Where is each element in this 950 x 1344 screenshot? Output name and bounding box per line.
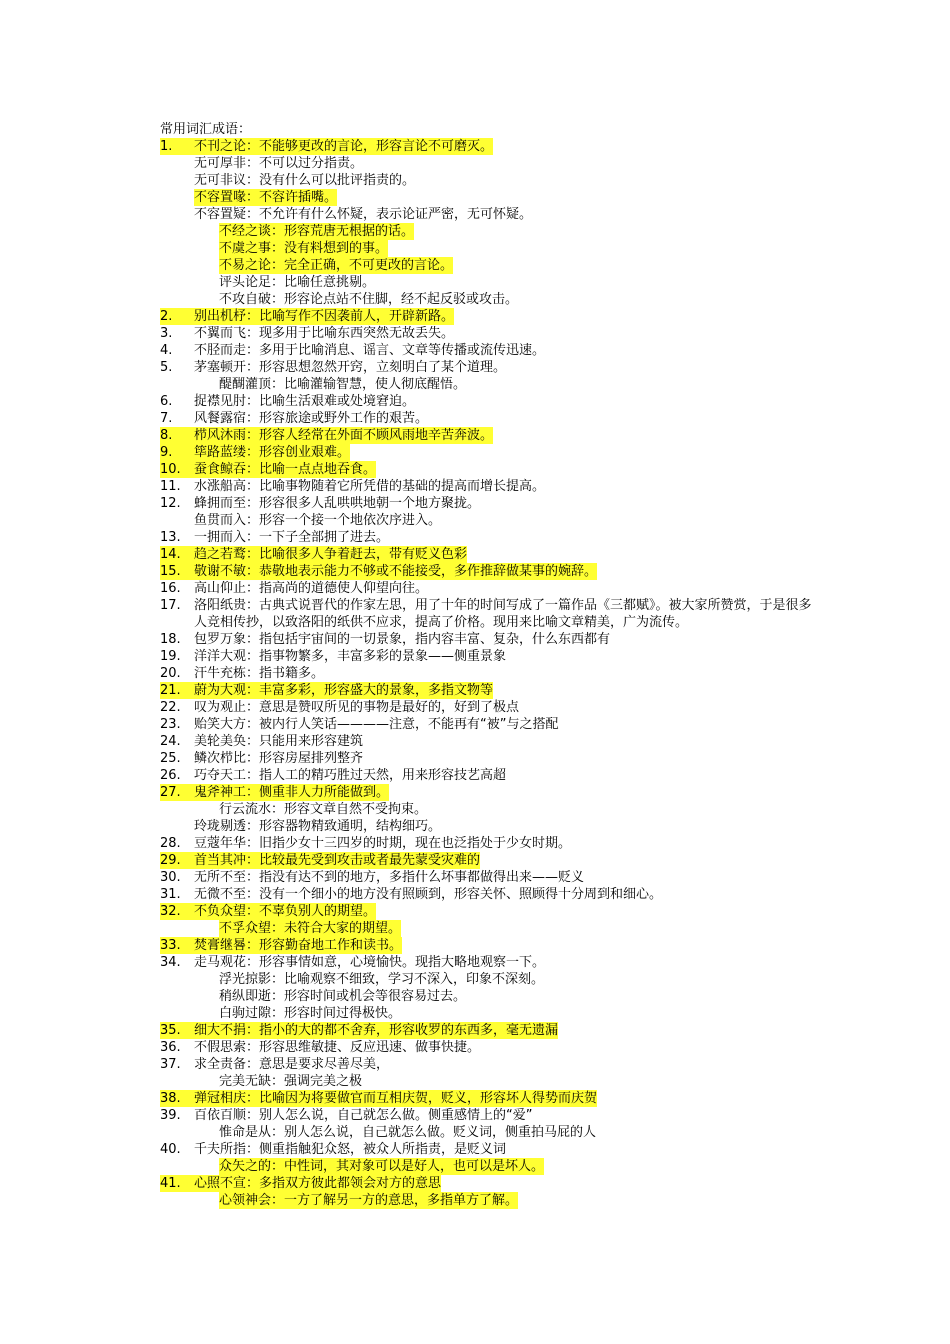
entry-text: 不刊之论：不能够更改的言论，形容言论不可磨灭。 [194,139,494,154]
idiom-sub-entry [160,988,820,1005]
idiom-entry [160,886,820,903]
entry-text: 不虞之事：没有料想到的事。 [219,241,389,256]
idiom-entry [160,852,820,869]
idiom-entry [160,478,820,495]
entry-text: 千夫所指：侧重指触犯众怒，被众人所指责，是贬义词 [194,1142,507,1157]
idiom-entry [160,869,820,886]
entry-text: 不孚众望：未符合大家的期望。 [219,921,402,936]
idiom-sub-entry [160,189,820,206]
entry-number: 1. [160,138,194,155]
entry-text: 稍纵即逝：形容时间或机会等很容易过去。 [219,989,467,1004]
entry-text: 弹冠相庆：比喻因为将要做官而互相庆贺，贬义，形容坏人得势而庆贺 [194,1091,598,1106]
entry-text: 不攻自破：形容论点站不住脚，经不起反驳或攻击。 [219,292,519,307]
entry-text: 风餐露宿：形容旅途或野外工作的艰苦。 [194,411,429,426]
entry-text: 走马观花：形容事情如意，心境愉快。现指大略地观察一下。 [194,955,546,970]
idiom-entry [160,529,820,546]
idiom-entry [160,937,820,954]
entry-number: 10. [160,461,194,478]
entry-text: 求全责备：意思是要求尽善尽美， [194,1057,390,1072]
entry-number: 36. [160,1040,181,1055]
entry-text: 白驹过隙：形容时间过得极快。 [219,1006,402,1021]
entry-text: 蜂拥而至：形容很多人乱哄哄地朝一个地方聚拢。 [194,496,481,511]
idiom-sub-entry [160,1005,820,1022]
entry-number: 5. [160,360,173,375]
entry-text: 百依百顺：别人怎么说，自己就怎么做。侧重感情上的“爱” [194,1108,533,1123]
entry-number: 35. [160,1022,194,1039]
entry-number: 14. [160,546,194,563]
entry-text: 蔚为大观：丰富多彩，形容盛大的景象，多指文物等 [194,683,494,698]
entry-text: 不容置喙：不容许插嘴。 [194,190,338,205]
idiom-entry [160,325,820,342]
entry-number: 29. [160,852,194,869]
entry-number: 26. [160,768,181,783]
entry-number: 39. [160,1108,181,1123]
entry-text: 惟命是从：别人怎么说，自己就怎么做。贬义词，侧重拍马屁的人 [219,1125,597,1140]
idiom-sub-entry [160,223,820,240]
entry-number: 24. [160,734,181,749]
entry-text: 不假思索：形容思维敏捷、反应迅速、做事快捷。 [194,1040,481,1055]
entry-text: 不易之论：完全正确，不可更改的言论。 [219,258,454,273]
idiom-sub-entry [160,257,820,274]
entry-text: 不经之谈：形容荒唐无根据的话。 [219,224,415,239]
entry-number: 32. [160,903,194,920]
entry-text: 浮光掠影：比喻观察不细致，学习不深入，印象不深刻。 [219,972,545,987]
entry-number: 22. [160,700,181,715]
entry-text: 豆蔻年华：旧指少女十三四岁的时期，现在也泛指处于少女时期。 [194,836,572,851]
entry-text: 鱼贯而入：形容一个接一个地依次序进入。 [194,513,442,528]
idiom-entry [160,1107,820,1124]
entry-text: 鳞次栉比：形容房屋排列整齐 [194,751,364,766]
idiom-list [160,138,820,1209]
idiom-sub-entry [160,971,820,988]
idiom-entry [160,631,820,648]
idiom-entry [160,1175,820,1192]
entry-number: 23. [160,717,181,732]
idiom-entry [160,580,820,597]
idiom-entry [160,563,820,580]
idiom-entry [160,665,820,682]
entry-number: 34. [160,955,181,970]
idiom-entry [160,1141,820,1158]
idiom-sub-entry [160,240,820,257]
idiom-entry [160,1056,820,1073]
idiom-entry [160,903,820,920]
idiom-sub-entry [160,1124,820,1141]
entry-text: 洋洋大观：指事物繁多，丰富多彩的景象——侧重景象 [194,649,507,664]
entry-text: 众矢之的：中性词，其对象可以是好人，也可以是坏人。 [219,1159,545,1174]
idiom-entry [160,546,820,563]
section-heading: 常用词汇成语： [160,122,252,137]
idiom-entry [160,648,820,665]
entry-number: 40. [160,1142,181,1157]
entry-text: 叹为观止：意思是赞叹所见的事物是最好的，好到了极点 [194,700,520,715]
entry-number: 18. [160,632,181,647]
idiom-entry [160,767,820,784]
entry-number: 41. [160,1175,194,1192]
idiom-entry [160,699,820,716]
idiom-entry [160,359,820,376]
idiom-entry [160,444,820,461]
entry-number: 21. [160,682,194,699]
idiom-entry [160,750,820,767]
entry-number: 7. [160,411,173,426]
idiom-sub-entry [160,172,820,189]
entry-text: 汗牛充栋：指书籍多。 [194,666,325,681]
entry-number: 37. [160,1057,181,1072]
entry-number: 9. [160,444,194,461]
entry-number: 25. [160,751,181,766]
idiom-sub-entry [160,1073,820,1090]
idiom-entry [160,784,820,801]
entry-text: 趋之若鹜：比喻很多人争着赶去，带有贬义色彩 [194,547,468,562]
entry-text: 别出机杼：比喻写作不因袭前人，开辟新路。 [194,309,455,324]
entry-number: 4. [160,343,173,358]
entry-number: 6. [160,394,173,409]
entry-text: 不翼而飞：现多用于比喻东西突然无故丢失。 [194,326,455,341]
entry-text: 评头论足：比喻任意挑剔。 [219,275,376,290]
entry-number: 27. [160,784,194,801]
idiom-sub-entry [160,818,820,835]
idiom-entry [160,461,820,478]
entry-number: 3. [160,326,173,341]
entry-text: 敬谢不敏：恭敬地表示能力不够或不能接受，多作推辞做某事的婉辞。 [194,564,598,579]
idiom-sub-entry [160,155,820,172]
idiom-entry [160,597,820,631]
idiom-sub-entry [160,1192,820,1209]
idiom-sub-entry [160,801,820,818]
entry-number: 17. [160,598,181,613]
entry-number: 28. [160,836,181,851]
entry-text: 无所不至：指没有达不到的地方，多指什么坏事都做得出来——贬义 [194,870,585,885]
entry-text: 无微不至：没有一个细小的地方没有照顾到，形容关怀、照顾得十分周到和细心。 [194,887,663,902]
entry-text: 不负众望：不辜负别人的期望。 [194,904,377,919]
entry-number: 2. [160,308,194,325]
document-body [160,121,820,1209]
idiom-sub-entry [160,274,820,291]
idiom-entry [160,682,820,699]
idiom-sub-entry [160,512,820,529]
entry-text: 包罗万象：指包括宇宙间的一切景象，指内容丰富、复杂，什么东西都有 [194,632,611,647]
entry-text: 不容置疑：不允许有什么怀疑，表示论证严密，无可怀疑。 [194,207,533,222]
entry-text: 贻笑大方：被内行人笑话————注意，不能再有“被”与之搭配 [194,717,559,732]
idiom-entry [160,716,820,733]
entry-number: 30. [160,870,181,885]
entry-text: 茅塞顿开：形容思想忽然开窍，立刻明白了某个道理。 [194,360,507,375]
entry-number: 11. [160,479,181,494]
entry-number: 33. [160,937,194,954]
idiom-entry [160,342,820,359]
entry-text: 水涨船高：比喻事物随着它所凭借的基础的提高而增长提高。 [194,479,546,494]
entry-number: 12. [160,496,181,511]
entry-number: 38. [160,1090,194,1107]
idiom-sub-entry [160,206,820,223]
entry-number: 15. [160,563,194,580]
entry-text: 巧夺天工：指人工的精巧胜过天然，用来形容技艺高超 [194,768,507,783]
entry-text: 筚路蓝缕：形容创业艰难。 [194,445,351,460]
entry-text: 无可厚非：不可以过分指责。 [194,156,364,171]
idiom-entry [160,495,820,512]
idiom-entry [160,427,820,444]
entry-text: 醍醐灌顶：比喻灌输智慧，使人彻底醒悟。 [219,377,467,392]
entry-text: 美轮美奂：只能用来形容建筑 [194,734,364,749]
idiom-sub-entry [160,376,820,393]
idiom-entry [160,835,820,852]
entry-text: 洛阳纸贵：古典式说晋代的作家左思，用了十年的时间写成了一篇作品《三都赋》。被大家所赞赏，于是很多人竞相传抄，以致洛阳的纸供不应求，提高了价格。现用来比喻文章精美，广为流传。 [194,598,812,630]
entry-text: 细大不捐：指小的大的都不舍弃，形容收罗的东西多，毫无遗漏 [194,1023,559,1038]
idiom-entry [160,308,820,325]
idiom-entry [160,1090,820,1107]
entry-number: 13. [160,530,181,545]
idiom-entry [160,410,820,427]
entry-text: 一拥而入：一下子全部拥了进去。 [194,530,390,545]
entry-number: 8. [160,427,194,444]
idiom-entry [160,1022,820,1039]
entry-text: 心照不宣：多指双方彼此都领会对方的意思 [194,1176,442,1191]
entry-text: 高山仰止：指高尚的道德使人仰望向往。 [194,581,429,596]
idiom-sub-entry [160,291,820,308]
entry-number: 31. [160,887,181,902]
idiom-sub-entry [160,1158,820,1175]
entry-text: 焚膏继晷：形容勤奋地工作和读书。 [194,938,403,953]
entry-number: 19. [160,649,181,664]
entry-text: 不胫而走：多用于比喻消息、谣言、文章等传播或流传迅速。 [194,343,546,358]
idiom-sub-entry [160,920,820,937]
entry-text: 栉风沐雨：形容人经常在外面不顾风雨地辛苦奔波。 [194,428,494,443]
entry-text: 玲珑剔透：形容器物精致通明，结构细巧。 [194,819,442,834]
idiom-entry [160,954,820,971]
entry-text: 心领神会：一方了解另一方的意思，多指单方了解。 [219,1193,519,1208]
entry-number: 20. [160,666,181,681]
idiom-entry [160,733,820,750]
entry-text: 鬼斧神工：侧重非人力所能做到。 [194,785,390,800]
entry-text: 捉襟见肘：比喻生活艰难或处境窘迫。 [194,394,416,409]
entry-number: 16. [160,581,181,596]
idiom-entry [160,1039,820,1056]
entry-text: 首当其冲：比较最先受到攻击或者最先蒙受灾难的 [194,853,481,868]
entry-text: 蚕食鲸吞：比喻一点点地吞食。 [194,462,377,477]
idiom-entry [160,393,820,410]
idiom-entry [160,138,820,155]
entry-text: 行云流水：形容文章自然不受拘束。 [219,802,428,817]
entry-text: 无可非议：没有什么可以批评指责的。 [194,173,416,188]
entry-text: 完美无缺：强调完美之极 [219,1074,363,1089]
